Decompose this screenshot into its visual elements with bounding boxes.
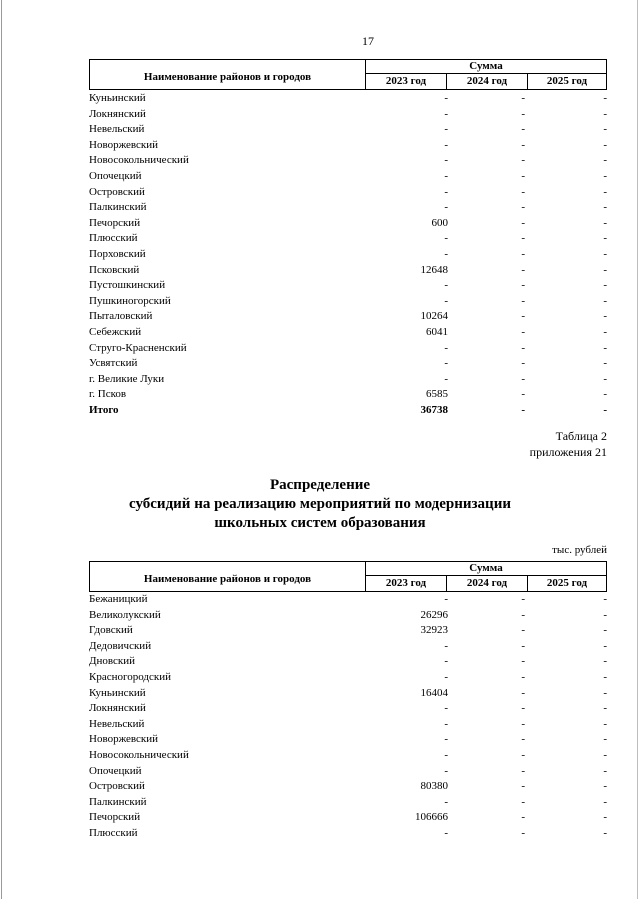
row-value-2025: -	[603, 263, 607, 276]
row-value-2023: -	[444, 826, 448, 839]
row-value-2025: -	[603, 372, 607, 385]
row-name: Дедовичский	[89, 639, 152, 652]
row-name: Опочецкий	[89, 764, 142, 777]
page-number: 17	[362, 34, 374, 48]
row-value-2024: -	[521, 702, 525, 715]
row-name: Псковский	[89, 263, 140, 276]
table-row	[89, 592, 609, 608]
row-value-2024: -	[521, 811, 525, 824]
table-row	[89, 309, 609, 325]
row-value-2023: -	[444, 154, 448, 167]
table-row	[89, 670, 609, 686]
row-name: Пустошкинский	[89, 279, 166, 292]
row-name: Локнянский	[89, 107, 146, 120]
row-value-2023: 16404	[420, 686, 448, 699]
table2-caption-line1: Таблица 2	[555, 429, 607, 443]
row-value-2023: -	[444, 795, 448, 808]
row-value-2023: 10264	[420, 310, 448, 323]
row-value-2024: -	[521, 403, 525, 416]
table2-header-year-2023: 2023 год	[366, 576, 447, 591]
row-value-2023: -	[444, 138, 448, 151]
table-row	[89, 169, 609, 185]
row-value-2023: -	[444, 107, 448, 120]
table1-header-sum: Сумма	[366, 60, 606, 74]
table-row	[89, 748, 609, 764]
row-name: Локнянский	[89, 702, 146, 715]
table-row	[89, 608, 609, 624]
row-value-2024: -	[521, 294, 525, 307]
row-value-2024: -	[521, 655, 525, 668]
table-row	[89, 387, 609, 403]
row-value-2023: -	[444, 748, 448, 761]
table-row	[89, 826, 609, 842]
row-name: Струго-Красненский	[89, 341, 187, 354]
row-value-2024: -	[521, 639, 525, 652]
row-value-2025: -	[603, 764, 607, 777]
table-total-row	[89, 403, 609, 419]
row-value-2025: -	[603, 624, 607, 637]
row-name: Палкинский	[89, 201, 147, 214]
table-row	[89, 372, 609, 388]
row-value-2024: -	[521, 341, 525, 354]
row-name: Усвятский	[89, 357, 138, 370]
row-value-2024: -	[521, 232, 525, 245]
table-row	[89, 247, 609, 263]
row-value-2024: -	[521, 138, 525, 151]
section-title-line1: Распределение	[269, 477, 371, 493]
row-value-2025: -	[603, 357, 607, 370]
row-value-2023: -	[444, 372, 448, 385]
table2-caption	[530, 428, 607, 460]
table-row	[89, 717, 609, 733]
table2-caption-line2: приложения 21	[529, 445, 607, 459]
row-value-2023: -	[444, 357, 448, 370]
row-name: Новоржевский	[89, 733, 159, 746]
row-name: Невельский	[89, 717, 145, 730]
row-value-2025: -	[603, 341, 607, 354]
row-value-2023: -	[444, 764, 448, 777]
row-value-2023: -	[444, 92, 448, 104]
row-value-2025: -	[603, 593, 607, 605]
row-value-2023: 106666	[415, 811, 448, 824]
row-name: Невельский	[89, 123, 145, 136]
table-row	[89, 185, 609, 201]
table2-header-year-2024: 2024 год	[447, 576, 528, 591]
row-name: Дновский	[89, 655, 136, 668]
row-value-2023: -	[444, 232, 448, 245]
table-row	[89, 795, 609, 811]
table1-header-year-2024: 2024 год	[447, 74, 528, 89]
table-row	[89, 654, 609, 670]
row-value-2024: -	[521, 764, 525, 777]
row-value-2023: -	[444, 702, 448, 715]
row-value-2024: -	[521, 92, 525, 104]
row-value-2023: -	[444, 717, 448, 730]
table-row	[89, 623, 609, 639]
row-value-2024: -	[521, 107, 525, 120]
row-value-2025: -	[603, 388, 607, 401]
row-value-2023: 80380	[420, 780, 448, 793]
row-value-2025: -	[603, 325, 607, 338]
section-title	[0, 476, 640, 533]
row-value-2024: -	[521, 795, 525, 808]
row-value-2025: -	[603, 294, 607, 307]
row-value-2024: -	[521, 310, 525, 323]
table-row	[89, 810, 609, 826]
row-value-2025: -	[603, 216, 607, 229]
row-name: Великолукский	[89, 608, 161, 621]
row-name: Плюсский	[89, 826, 138, 839]
table1-header-year-2025: 2025 год	[546, 75, 588, 87]
row-value-2023: -	[444, 294, 448, 307]
row-value-2025: -	[603, 686, 607, 699]
row-name: Куньинский	[89, 92, 146, 104]
row-name: г. Псков	[89, 388, 127, 401]
table1-header-name: Наименование районов и городов	[90, 60, 366, 89]
row-name: Новоржевский	[89, 138, 159, 151]
units-label: тыс. рублей	[552, 544, 607, 556]
table-row	[89, 231, 609, 247]
row-value-2024: -	[521, 686, 525, 699]
table-row	[89, 732, 609, 748]
row-name: Новосокольнический	[89, 154, 189, 167]
row-value-2025: -	[603, 247, 607, 260]
row-value-2024: -	[521, 372, 525, 385]
row-value-2023: 36738	[420, 403, 448, 416]
row-name: Куньинский	[89, 686, 146, 699]
row-value-2023: -	[444, 341, 448, 354]
row-value-2025: -	[603, 702, 607, 715]
table-row	[89, 686, 609, 702]
row-value-2025: -	[603, 733, 607, 746]
table2-header	[89, 561, 607, 592]
row-name: Пыталовский	[89, 310, 153, 323]
row-value-2024: -	[521, 279, 525, 292]
row-name: Печорский	[89, 811, 141, 824]
row-name: Себежский	[89, 325, 142, 338]
row-value-2024: -	[521, 780, 525, 793]
table2-body	[89, 592, 609, 842]
row-value-2023: -	[444, 639, 448, 652]
table-row	[89, 779, 609, 795]
table-row	[89, 138, 609, 154]
row-value-2025: -	[603, 403, 607, 416]
row-value-2024: -	[521, 201, 525, 214]
row-value-2024: -	[521, 624, 525, 637]
row-name: Печорский	[89, 216, 141, 229]
row-value-2025: -	[603, 107, 607, 120]
row-value-2024: -	[521, 325, 525, 338]
row-value-2025: -	[603, 670, 607, 683]
row-value-2025: -	[603, 201, 607, 214]
row-value-2025: -	[603, 795, 607, 808]
row-value-2025: -	[603, 655, 607, 668]
row-value-2025: -	[603, 232, 607, 245]
row-name: Островский	[89, 185, 145, 198]
row-value-2023: 26296	[420, 608, 448, 621]
row-value-2023: 32923	[420, 624, 448, 637]
row-value-2023: -	[444, 185, 448, 198]
row-value-2025: -	[603, 169, 607, 182]
row-value-2023: -	[444, 593, 448, 605]
row-value-2025: -	[603, 185, 607, 198]
row-value-2024: -	[521, 670, 525, 683]
row-value-2023: 600	[431, 216, 448, 229]
row-value-2023: -	[444, 123, 448, 136]
table-row	[89, 91, 609, 107]
table-row	[89, 107, 609, 123]
row-value-2025: -	[603, 811, 607, 824]
table2-header-sum: Сумма	[366, 562, 606, 576]
row-value-2023: 12648	[420, 263, 448, 276]
row-name: Красногородский	[89, 670, 172, 683]
row-value-2023: -	[444, 247, 448, 260]
row-value-2025: -	[603, 717, 607, 730]
row-value-2025: -	[603, 123, 607, 136]
table-row	[89, 278, 609, 294]
row-value-2024: -	[521, 608, 525, 621]
row-name: Бежаницкий	[89, 593, 148, 605]
row-value-2024: -	[521, 388, 525, 401]
row-value-2025: -	[603, 826, 607, 839]
row-value-2023: 6585	[426, 388, 448, 401]
row-name: Островский	[89, 780, 145, 793]
row-value-2024: -	[521, 154, 525, 167]
row-value-2023: -	[444, 733, 448, 746]
row-value-2024: -	[521, 247, 525, 260]
table-row	[89, 122, 609, 138]
table1-body	[89, 91, 609, 418]
table2-header-year-2025: 2025 год	[546, 577, 588, 589]
row-name: Новосокольнический	[89, 748, 189, 761]
row-value-2023: -	[444, 201, 448, 214]
row-value-2024: -	[521, 593, 525, 605]
table2-header-name: Наименование районов и городов	[90, 562, 366, 591]
table-row	[89, 701, 609, 717]
table-row	[89, 356, 609, 372]
row-value-2025: -	[603, 608, 607, 621]
table-row	[89, 216, 609, 232]
row-value-2024: -	[521, 216, 525, 229]
table-row	[89, 294, 609, 310]
row-value-2024: -	[521, 123, 525, 136]
row-value-2024: -	[521, 185, 525, 198]
row-value-2024: -	[521, 357, 525, 370]
row-value-2023: 6041	[426, 325, 448, 338]
row-value-2024: -	[521, 169, 525, 182]
row-name: Опочецкий	[89, 169, 142, 182]
row-value-2024: -	[521, 733, 525, 746]
row-value-2025: -	[603, 92, 607, 104]
scan-edge-right	[637, 0, 638, 899]
table-row	[89, 341, 609, 357]
row-name: Плюсский	[89, 232, 138, 245]
row-value-2023: -	[444, 279, 448, 292]
table-row	[89, 263, 609, 279]
row-value-2025: -	[603, 780, 607, 793]
table1-header	[89, 59, 607, 90]
row-name: Гдовский	[89, 624, 133, 637]
row-value-2024: -	[521, 717, 525, 730]
row-value-2023: -	[444, 169, 448, 182]
table-row	[89, 639, 609, 655]
row-value-2025: -	[603, 154, 607, 167]
row-value-2025: -	[603, 748, 607, 761]
row-name: г. Великие Луки	[89, 372, 165, 385]
section-title-line3: школьных систем образования	[214, 515, 426, 531]
row-name: Палкинский	[89, 795, 147, 808]
row-value-2024: -	[521, 826, 525, 839]
table-row	[89, 325, 609, 341]
row-name: Пушкиногорский	[89, 294, 171, 307]
table-row	[89, 200, 609, 216]
row-value-2025: -	[603, 639, 607, 652]
row-value-2023: -	[444, 670, 448, 683]
table-row	[89, 153, 609, 169]
scan-edge-left	[1, 0, 2, 899]
table1-header-year-2023: 2023 год	[366, 74, 447, 89]
row-value-2023: -	[444, 655, 448, 668]
row-name: Порховский	[89, 247, 146, 260]
row-name: Итого	[89, 403, 119, 416]
row-value-2024: -	[521, 748, 525, 761]
row-value-2025: -	[603, 279, 607, 292]
row-value-2025: -	[603, 310, 607, 323]
row-value-2024: -	[521, 263, 525, 276]
table-row	[89, 764, 609, 780]
row-value-2025: -	[603, 138, 607, 151]
section-title-line2: субсидий на реализацию мероприятий по модернизации	[129, 496, 511, 512]
